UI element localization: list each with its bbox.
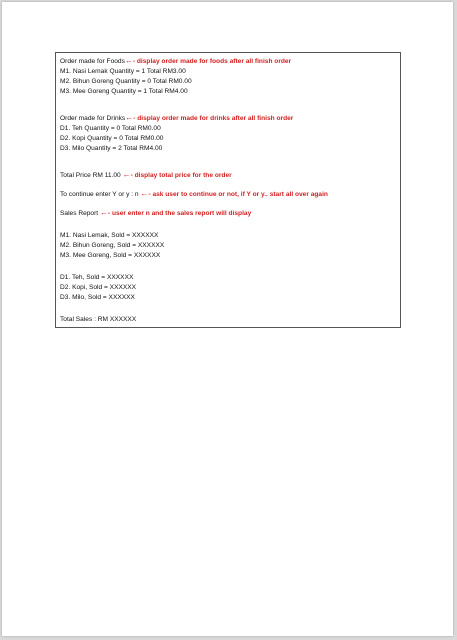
foods-header-line [60,56,396,67]
continue-prompt-line [60,189,396,200]
drinks-header-line [60,113,396,124]
drink-order-item: D3. Milo Quantity = 2 Total RM4.00 [60,145,163,152]
left-arrow-icon: ← [99,208,108,217]
sales-report-line [60,208,396,219]
food-order-item: M3. Mee Goreng Quantity = 1 Total RM4.00 [60,88,188,95]
sales-drink-item: D3. Milo, Sold = XXXXXX [60,294,135,301]
food-order-item: M2. Bihun Goreng Quantity = 0 Total RM0.00 [60,78,192,85]
continue-prompt: To continue enter Y or y : n [60,191,139,198]
sales-food-item: M2. Bihun Goreng, Sold = XXXXXX [60,242,165,249]
sales-food-item: M1. Nasi Lemak, Sold = XXXXXX [60,232,159,239]
left-arrow-icon: ← [124,56,133,65]
sales-drink-item: D2. Kopi, Sold = XXXXXX [60,284,137,291]
sales-report-title: Sales Report [60,210,99,217]
sales-drink-item: D1. Teh, Sold = XXXXXX [60,274,134,281]
drinks-note: - display order made for drinks after all finish order [133,115,294,122]
drink-order-item: D2. Kopi Quantity = 0 Total RM0.00 [60,135,164,142]
total-price: Total Price RM 11.00 [60,172,121,179]
food-order-item: M1. Nasi Lemak Quantity = 1 Total RM3.00 [60,68,186,75]
left-arrow-icon: ← [122,170,131,179]
total-price-line [60,170,396,181]
document-page [2,2,453,636]
left-arrow-icon: ← [140,189,149,198]
left-arrow-icon: ← [125,113,134,122]
foods-note: - display order made for foods after all finish order [132,58,292,65]
drinks-header: Order made for Drinks [60,115,126,122]
foods-header: Order made for Foods [60,58,125,65]
sales-food-item: M3. Mee Goreng, Sold = XXXXXX [60,252,161,259]
continue-prompt-note: - ask user to continue or not, if Y or y.. start all over again [148,191,328,198]
order-output-box [55,52,401,328]
drink-order-item: D1. Teh Quantity = 0 Total RM0.00 [60,125,161,132]
total-price-note: - display total price for the order [130,172,232,179]
sales-report-note: - user enter n and the sales report will display [107,210,252,217]
total-sales: Total Sales : RM XXXXXX [60,316,137,323]
